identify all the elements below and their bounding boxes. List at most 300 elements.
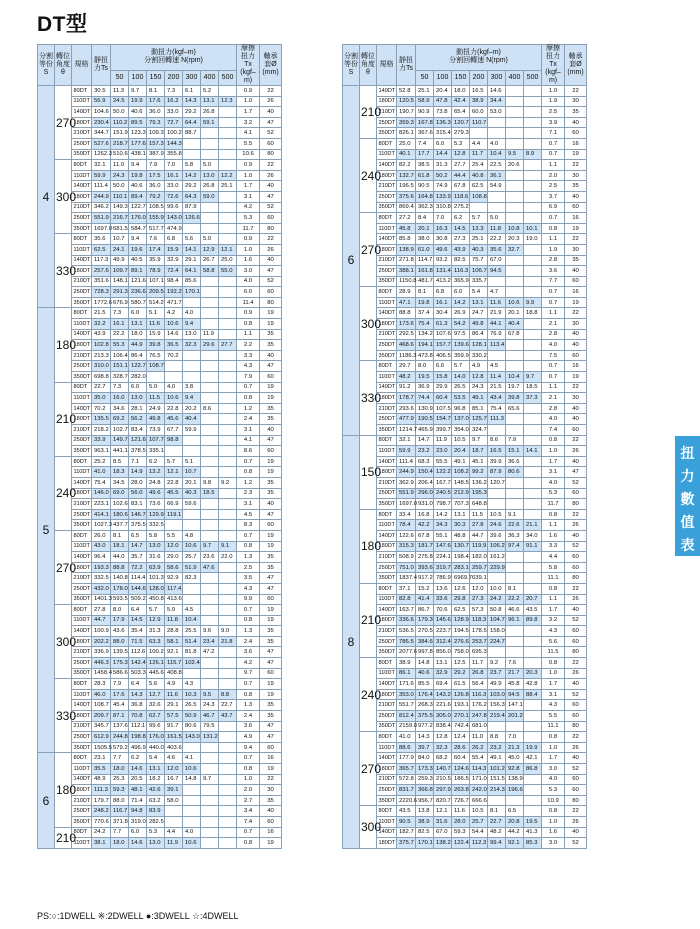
- header-dynamic-title: 動扭力(kgf–m): [151, 49, 196, 57]
- dynamic-torque-cell: 4.3: [183, 679, 201, 690]
- table-row: [343, 181, 587, 192]
- header-speed: 400: [201, 70, 219, 85]
- dynamic-torque-cell: 87.9: [488, 467, 506, 478]
- dynamic-torque-cell: 24.3: [201, 700, 219, 711]
- dynamic-torque-cell: 176.0: [147, 732, 165, 743]
- dynamic-torque-cell: [524, 721, 542, 732]
- dynamic-torque-cell: 276.6: [452, 636, 470, 647]
- static-torque-cell: 826.1: [397, 128, 416, 139]
- friction-cell: 4.9: [237, 732, 260, 743]
- dynamic-torque-cell: 14.1: [183, 244, 201, 255]
- shaft-cell: 22: [260, 774, 282, 785]
- shaft-cell: 19: [260, 541, 282, 552]
- dynamic-torque-cell: 34.0: [524, 530, 542, 541]
- model-cell: 110DT: [72, 615, 92, 626]
- dynamic-torque-cell: 41.4: [416, 594, 434, 605]
- shaft-cell: 80: [565, 721, 587, 732]
- dynamic-torque-cell: 99.6: [147, 721, 165, 732]
- dynamic-torque-cell: 12.8: [452, 149, 470, 160]
- dynamic-torque-cell: 102.7: [111, 425, 129, 436]
- shaft-cell: 22: [260, 86, 282, 97]
- table-row: [38, 202, 282, 213]
- dynamic-torque-cell: 32.7: [506, 244, 524, 255]
- model-cell: 250DT: [377, 488, 397, 499]
- model-cell: 110DT: [377, 594, 397, 605]
- dynamic-torque-cell: 481.7: [416, 276, 434, 287]
- dynamic-torque-cell: 24.6: [488, 520, 506, 531]
- dynamic-torque-cell: 194.1: [416, 340, 434, 351]
- dynamic-torque-cell: [201, 276, 219, 287]
- dynamic-torque-cell: 82.5: [416, 827, 434, 838]
- model-cell: 80DT: [72, 160, 92, 171]
- static-torque-cell: 1150.8: [397, 276, 416, 287]
- model-cell: 180DT: [377, 96, 397, 107]
- table-row: [38, 806, 282, 817]
- shaft-cell: 47: [260, 266, 282, 277]
- shaft-cell: 26: [565, 594, 587, 605]
- dynamic-torque-cell: 305.0: [434, 711, 452, 722]
- dynamic-torque-cell: 9.8: [201, 477, 219, 488]
- dynamic-torque-cell: 10.6: [183, 541, 201, 552]
- dynamic-torque-cell: 86.7: [416, 605, 434, 616]
- dynamic-torque-cell: 18.3: [111, 467, 129, 478]
- dynamic-torque-cell: 9.7: [470, 435, 488, 446]
- dynamic-torque-cell: [201, 594, 219, 605]
- dynamic-torque-cell: 63.3: [147, 636, 165, 647]
- dynamic-torque-cell: 7.0: [434, 213, 452, 224]
- dynamic-torque-cell: 7.3: [111, 382, 129, 393]
- dynamic-torque-cell: [506, 647, 524, 658]
- dynamic-torque-cell: 92.8: [506, 764, 524, 775]
- friction-cell: 1.9: [542, 244, 565, 255]
- model-cell: 350DT: [377, 128, 397, 139]
- dynamic-torque-cell: 157.3: [147, 138, 165, 149]
- friction-cell: 3.0: [542, 838, 565, 849]
- dynamic-torque-cell: 106.7: [470, 266, 488, 277]
- dynamic-torque-cell: 51.4: [183, 636, 201, 647]
- dynamic-torque-cell: 21.1: [524, 520, 542, 531]
- dynamic-torque-cell: 116.3: [452, 266, 470, 277]
- friction-cell: 0.7: [542, 213, 565, 224]
- friction-cell: 4.3: [542, 700, 565, 711]
- friction-cell: 2.2: [237, 340, 260, 351]
- dynamic-torque-cell: 72.2: [129, 562, 147, 573]
- table-row: [343, 86, 587, 97]
- dynamic-torque-cell: 64.3: [183, 191, 201, 202]
- friction-cell: 0.7: [237, 605, 260, 616]
- model-cell: 110DT: [377, 520, 397, 531]
- table-row: [38, 234, 282, 245]
- dynamic-torque-cell: 413.6: [165, 594, 183, 605]
- dynamic-torque-cell: [201, 615, 219, 626]
- model-cell: 250DT: [72, 806, 92, 817]
- table-row: [343, 806, 587, 817]
- dynamic-torque-cell: 4.0: [488, 138, 506, 149]
- friction-cell: 11.7: [237, 223, 260, 234]
- dynamic-torque-cell: 19.8: [129, 170, 147, 181]
- dynamic-torque-cell: 37.3: [524, 393, 542, 404]
- dynamic-torque-cell: 59.6: [183, 499, 201, 510]
- model-cell: 80DT: [377, 213, 397, 224]
- model-cell: 140DT: [72, 774, 92, 785]
- model-cell: 110DT: [377, 223, 397, 234]
- static-torque-cell: 257.6: [92, 266, 111, 277]
- header-dynamic-torque: [416, 45, 542, 71]
- table-row: [343, 297, 587, 308]
- model-cell: 110DT: [72, 319, 92, 330]
- dynamic-torque-cell: 88.7: [183, 128, 201, 139]
- shaft-cell: 60: [565, 350, 587, 361]
- dynamic-torque-cell: [219, 827, 237, 838]
- dynamic-torque-cell: 36.5: [165, 340, 183, 351]
- header-speed: 100: [129, 70, 147, 85]
- dynamic-torque-cell: 297.9: [434, 785, 452, 796]
- model-cell: 250DT: [377, 711, 397, 722]
- dynamic-torque-cell: 244.8: [111, 732, 129, 743]
- dynamic-torque-cell: 67.8: [506, 329, 524, 340]
- shaft-cell: 19: [260, 605, 282, 616]
- dynamic-torque-cell: 330.2: [470, 350, 488, 361]
- static-torque-cell: 388.1: [397, 266, 416, 277]
- shaft-cell: 35: [260, 711, 282, 722]
- table-row: [38, 615, 282, 626]
- dynamic-torque-cell: 8.1: [506, 583, 524, 594]
- dynamic-torque-cell: [201, 138, 219, 149]
- model-cell: 140DT: [377, 753, 397, 764]
- model-cell: 180DT: [72, 785, 92, 796]
- dynamic-torque-cell: 7.0: [165, 160, 183, 171]
- shaft-cell: 60: [260, 594, 282, 605]
- static-torque-cell: 96.4: [92, 552, 111, 563]
- dynamic-torque-cell: 125.7: [470, 414, 488, 425]
- dynamic-torque-cell: 473.8: [416, 350, 434, 361]
- friction-cell: 9.4: [237, 742, 260, 753]
- static-torque-cell: 108.7: [92, 700, 111, 711]
- shaft-cell: 19: [260, 308, 282, 319]
- shaft-cell: 80: [565, 795, 587, 806]
- static-torque-cell: 177.9: [397, 753, 416, 764]
- model-cell: 350DT: [72, 149, 92, 160]
- dynamic-torque-cell: 119.9: [470, 541, 488, 552]
- dynamic-torque-cell: 21.3: [506, 742, 524, 753]
- dynamic-torque-cell: 32.3: [183, 340, 201, 351]
- friction-cell: 0.8: [237, 319, 260, 330]
- dynamic-torque-cell: 4.9: [165, 679, 183, 690]
- dynamic-torque-cell: [506, 128, 524, 139]
- dynamic-torque-cell: 20.3: [506, 234, 524, 245]
- dynamic-torque-cell: 10.4: [506, 372, 524, 383]
- dynamic-torque-cell: 11.9: [434, 435, 452, 446]
- dynamic-torque-cell: 36.0: [147, 107, 165, 118]
- dynamic-torque-cell: 47.2: [201, 647, 219, 658]
- dynamic-torque-cell: 39.7: [416, 742, 434, 753]
- dynamic-torque-cell: [524, 700, 542, 711]
- dynamic-torque-cell: 8.1: [416, 287, 434, 298]
- dynamic-torque-cell: 14.3: [129, 689, 147, 700]
- friction-cell: 0.8: [237, 541, 260, 552]
- dynamic-torque-cell: 111.3: [488, 414, 506, 425]
- table-row: [343, 626, 587, 637]
- static-torque-cell: 344.7: [92, 128, 111, 139]
- static-torque-cell: 30.5: [92, 86, 111, 97]
- dynamic-torque-cell: 403.6: [165, 742, 183, 753]
- model-cell: 250DT: [377, 562, 397, 573]
- dynamic-torque-cell: 10.4: [488, 149, 506, 160]
- model-cell: 80DT: [377, 806, 397, 817]
- static-torque-cell: 244.9: [397, 467, 416, 478]
- dynamic-torque-cell: 36.9: [416, 382, 434, 393]
- dynamic-torque-cell: 126.1: [147, 658, 165, 669]
- dynamic-torque-cell: 14.2: [452, 297, 470, 308]
- static-torque-cell: 202.2: [92, 636, 111, 647]
- dynamic-torque-cell: 61.5: [452, 679, 470, 690]
- dynamic-torque-cell: [506, 414, 524, 425]
- dynamic-torque-cell: 88.8: [111, 562, 129, 573]
- dynamic-torque-cell: 30.4: [434, 308, 452, 319]
- dynamic-torque-cell: [506, 107, 524, 118]
- dynamic-torque-cell: 55.1: [434, 530, 452, 541]
- dynamic-torque-cell: [201, 827, 219, 838]
- dynamic-torque-cell: 116.7: [111, 806, 129, 817]
- table-row: [38, 372, 282, 383]
- dynamic-torque-cell: [524, 138, 542, 149]
- model-cell: 210DT: [377, 700, 397, 711]
- dynamic-torque-cell: 14.6: [129, 764, 147, 775]
- dynamic-torque-cell: 45.4: [111, 700, 129, 711]
- dynamic-torque-cell: 138.9: [506, 774, 524, 785]
- model-cell: 140DT: [377, 160, 397, 171]
- dynamic-torque-cell: 101.3: [147, 573, 165, 584]
- table-row: [343, 785, 587, 796]
- shaft-cell: 40: [565, 530, 587, 541]
- dynamic-torque-cell: 11.0: [111, 160, 129, 171]
- shaft-cell: 40: [565, 679, 587, 690]
- dynamic-torque-cell: 130.7: [452, 541, 470, 552]
- table-row: [343, 552, 587, 563]
- dynamic-torque-cell: 393.6: [416, 562, 434, 573]
- dynamic-torque-cell: [201, 499, 219, 510]
- dynamic-torque-cell: [219, 573, 237, 584]
- dynamic-torque-cell: [488, 276, 506, 287]
- model-cell: 180DT: [377, 541, 397, 552]
- dynamic-torque-cell: 328.7: [111, 372, 129, 383]
- dynamic-torque-cell: 56.4: [470, 679, 488, 690]
- dynamic-torque-cell: 11.9: [165, 838, 183, 849]
- dynamic-torque-cell: 178.5: [470, 626, 488, 637]
- dynamic-torque-cell: 20.3: [524, 668, 542, 679]
- dynamic-torque-cell: 13.0: [129, 393, 147, 404]
- shaft-cell: 60: [260, 138, 282, 149]
- dynamic-torque-cell: 440.0: [147, 742, 165, 753]
- shaft-cell: 22: [565, 806, 587, 817]
- dynamic-torque-cell: 221.6: [434, 700, 452, 711]
- dynamic-torque-cell: 9.0: [219, 626, 237, 637]
- dynamic-torque-cell: 19.9: [524, 742, 542, 753]
- friction-cell: 1.0: [542, 816, 565, 827]
- dynamic-torque-cell: [219, 425, 237, 436]
- dynamic-torque-cell: [524, 350, 542, 361]
- shaft-cell: 22: [565, 160, 587, 171]
- model-cell: 80DT: [72, 456, 92, 467]
- dynamic-torque-cell: 30.8: [434, 234, 452, 245]
- dynamic-torque-cell: 25.5: [183, 626, 201, 637]
- friction-cell: 5.5: [542, 711, 565, 722]
- dynamic-torque-cell: 158.0: [488, 626, 506, 637]
- dynamic-torque-cell: 9.6: [201, 626, 219, 637]
- dynamic-torque-cell: 39.1: [165, 785, 183, 796]
- dynamic-torque-cell: 89.4: [129, 191, 147, 202]
- dynamic-torque-cell: 16.1: [111, 319, 129, 330]
- dynamic-torque-cell: 38.9: [416, 816, 434, 827]
- side-tab[interactable]: [675, 436, 700, 556]
- dynamic-torque-cell: 648.8: [470, 499, 488, 510]
- friction-cell: 8.3: [237, 520, 260, 531]
- shaft-cell: 60: [260, 668, 282, 679]
- dynamic-torque-cell: 173.3: [416, 764, 434, 775]
- dynamic-torque-cell: 42.2: [416, 520, 434, 531]
- dynamic-torque-cell: 154.7: [434, 414, 452, 425]
- dynamic-torque-cell: 4.8: [183, 530, 201, 541]
- dynamic-torque-cell: 74.4: [416, 393, 434, 404]
- dynamic-torque-cell: [488, 128, 506, 139]
- dynamic-torque-cell: 12.8: [470, 372, 488, 383]
- table-row: [343, 488, 587, 499]
- dynamic-torque-cell: 13.0: [201, 170, 219, 181]
- index-angle: 300: [360, 287, 377, 361]
- model-cell: 210DT: [377, 181, 397, 192]
- dynamic-torque-cell: 23.2: [416, 446, 434, 457]
- dynamic-torque-cell: [219, 234, 237, 245]
- dynamic-torque-cell: 24.1: [111, 244, 129, 255]
- static-torque-cell: 25.2: [92, 456, 111, 467]
- model-cell: 80DT: [72, 530, 92, 541]
- dynamic-torque-cell: [219, 562, 237, 573]
- static-torque-cell: 102.8: [92, 340, 111, 351]
- header-speed: 500: [524, 70, 542, 85]
- friction-cell: 2.5: [542, 181, 565, 192]
- dynamic-torque-cell: 19.5: [524, 816, 542, 827]
- static-torque-cell: 22.7: [92, 382, 111, 393]
- model-cell: 250DT: [72, 509, 92, 520]
- dynamic-torque-cell: 371.8: [111, 816, 129, 827]
- dynamic-torque-cell: 11.8: [488, 223, 506, 234]
- friction-cell: 0.7: [542, 149, 565, 160]
- dynamic-torque-cell: 24.5: [111, 96, 129, 107]
- friction-cell: 3.7: [542, 191, 565, 202]
- dynamic-torque-cell: 19.5: [416, 372, 434, 383]
- dynamic-torque-cell: 25.7: [470, 816, 488, 827]
- dynamic-torque-cell: 176.2: [470, 700, 488, 711]
- shaft-cell: 26: [565, 816, 587, 827]
- shaft-cell: 19: [260, 679, 282, 690]
- table-row: [38, 838, 282, 849]
- friction-cell: 1.1: [542, 382, 565, 393]
- friction-cell: 1.3: [237, 552, 260, 563]
- friction-cell: 11.4: [237, 297, 260, 308]
- table-row: [343, 499, 587, 510]
- header-speed: 300: [183, 70, 201, 85]
- shaft-cell: 19: [260, 689, 282, 700]
- dynamic-torque-cell: 19.9: [129, 96, 147, 107]
- division-count: 4: [38, 86, 55, 308]
- dynamic-torque-cell: 140.8: [111, 573, 129, 584]
- friction-cell: 0.8: [237, 615, 260, 626]
- dynamic-torque-cell: 4.5: [488, 361, 506, 372]
- friction-cell: 0.7: [237, 679, 260, 690]
- model-cell: 110DT: [377, 742, 397, 753]
- dynamic-torque-cell: 73.8: [434, 107, 452, 118]
- friction-cell: 1.7: [542, 456, 565, 467]
- shaft-cell: 35: [260, 795, 282, 806]
- dynamic-torque-cell: [219, 806, 237, 817]
- dynamic-torque-cell: 90.9: [416, 107, 434, 118]
- dynamic-torque-cell: 67.7: [165, 425, 183, 436]
- dynamic-torque-cell: [524, 202, 542, 213]
- dynamic-torque-cell: 36.3: [506, 530, 524, 541]
- model-cell: 180DT: [377, 170, 397, 181]
- dynamic-torque-cell: 7.4: [416, 138, 434, 149]
- model-cell: 180DT: [377, 467, 397, 478]
- dynamic-torque-cell: 161.8: [416, 266, 434, 277]
- dynamic-torque-cell: 437.7: [111, 520, 129, 531]
- dynamic-torque-cell: 8.9: [524, 149, 542, 160]
- dynamic-torque-cell: 9.4: [183, 393, 201, 404]
- dynamic-torque-cell: 282.0: [129, 372, 147, 383]
- dynamic-torque-cell: 11.5: [470, 509, 488, 520]
- dynamic-torque-cell: [219, 446, 237, 457]
- friction-cell: 1.0: [237, 96, 260, 107]
- dynamic-torque-cell: 27.7: [452, 160, 470, 171]
- table-row: [343, 636, 587, 647]
- dynamic-torque-cell: 332.5: [147, 520, 165, 531]
- dynamic-torque-cell: 49.6: [434, 244, 452, 255]
- dynamic-torque-cell: 86.8: [524, 764, 542, 775]
- model-cell: 210DT: [377, 329, 397, 340]
- static-torque-cell: 414.1: [92, 509, 111, 520]
- dynamic-torque-cell: 144.6: [129, 583, 147, 594]
- static-torque-cell: 353.0: [397, 689, 416, 700]
- static-torque-cell: 45.8: [397, 223, 416, 234]
- shaft-cell: 52: [565, 838, 587, 849]
- dynamic-torque-cell: 40.8: [470, 170, 488, 181]
- dynamic-torque-cell: 29.2: [183, 107, 201, 118]
- dynamic-torque-cell: 58.1: [165, 636, 183, 647]
- shaft-cell: 47: [565, 467, 587, 478]
- dynamic-torque-cell: 123.3: [129, 128, 147, 139]
- dynamic-torque-cell: 28.8: [165, 626, 183, 637]
- dynamic-torque-cell: 50.9: [183, 711, 201, 722]
- dynamic-torque-cell: 676.9: [111, 297, 129, 308]
- dynamic-torque-cell: 12.0: [165, 541, 183, 552]
- dynamic-torque-cell: 9.1: [506, 509, 524, 520]
- header-dynamic-subtitle: 分割回轉速 N(rpm): [144, 57, 203, 65]
- dynamic-torque-cell: 5.4: [147, 753, 165, 764]
- dynamic-torque-cell: [201, 372, 219, 383]
- table-row: [343, 435, 587, 446]
- static-torque-cell: 23.1: [92, 753, 111, 764]
- dynamic-torque-cell: 8.0: [111, 605, 129, 616]
- dynamic-torque-cell: 6.0: [452, 287, 470, 298]
- dynamic-torque-cell: [183, 149, 201, 160]
- dynamic-torque-cell: 399.7: [434, 425, 452, 436]
- static-torque-cell: 82.2: [397, 160, 416, 171]
- dynamic-torque-cell: 102.4: [183, 658, 201, 669]
- friction-cell: 0.8: [542, 509, 565, 520]
- dynamic-torque-cell: 10.8: [506, 223, 524, 234]
- static-torque-cell: 196.5: [397, 181, 416, 192]
- dynamic-torque-cell: 18.5: [201, 488, 219, 499]
- dynamic-torque-cell: 76.9: [488, 329, 506, 340]
